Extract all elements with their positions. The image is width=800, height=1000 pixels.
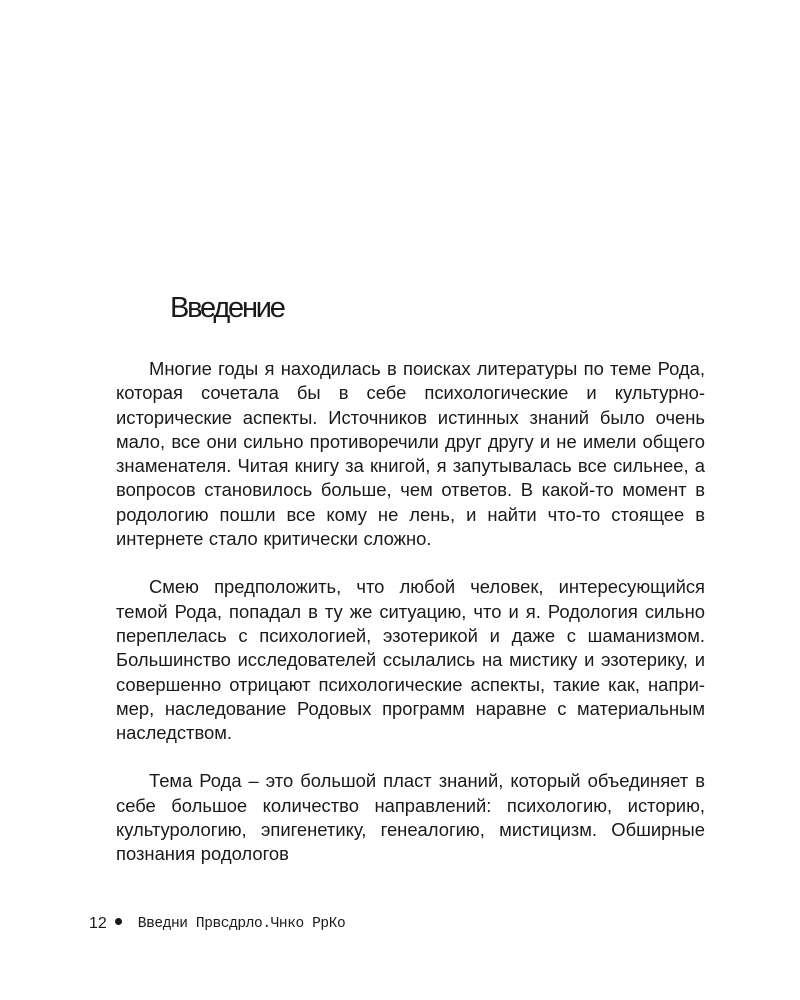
- bullet-separator-icon: [115, 918, 122, 925]
- paragraph-1: Многие годы я находилась в поисках литературы по теме Рода, которая сочетала бы в себе психологические и культурно-исторические аспекты. Источников истинных знаний было очень мало, все они сильно противоречили друг другу и не имели общего знаменателя. Читая книгу за книгой, я запутывалась все сильнее, а вопросов становилось больше, чем ответов. В какой-то момент в родологию пошли все кому не лень, и найти что-то стоящее в интернете стало критически сложно.: [116, 358, 705, 550]
- page-footer: [89, 915, 345, 933]
- paragraph-3: Тема Рода – это большой пласт знаний, который объединяет в себе большое количество направлений: психологию, историю, культурологию, эпигенетику, генеалогию, мистицизм. Обширные познания родологов: [116, 770, 705, 865]
- chapter-title: Введение: [170, 292, 284, 324]
- body-text: [116, 357, 705, 891]
- paragraph-2: Смею предположить, что любой человек, интересующийся темой Рода, попадал в ту же ситуацию, что и я. Родология сильно переплелась с психологией, эзотерикой и даже с шаманизмом. Большинство исследователей ссылались на мистику и эзотерику, и совершенно отрицают психологические аспекты, такие как, например, наследование Родовых программ наравне с материальным наследством.: [116, 576, 705, 744]
- running-head: Введни Првсдрло.Чнко РрКо: [137, 916, 346, 932]
- page-number: 12: [89, 915, 107, 932]
